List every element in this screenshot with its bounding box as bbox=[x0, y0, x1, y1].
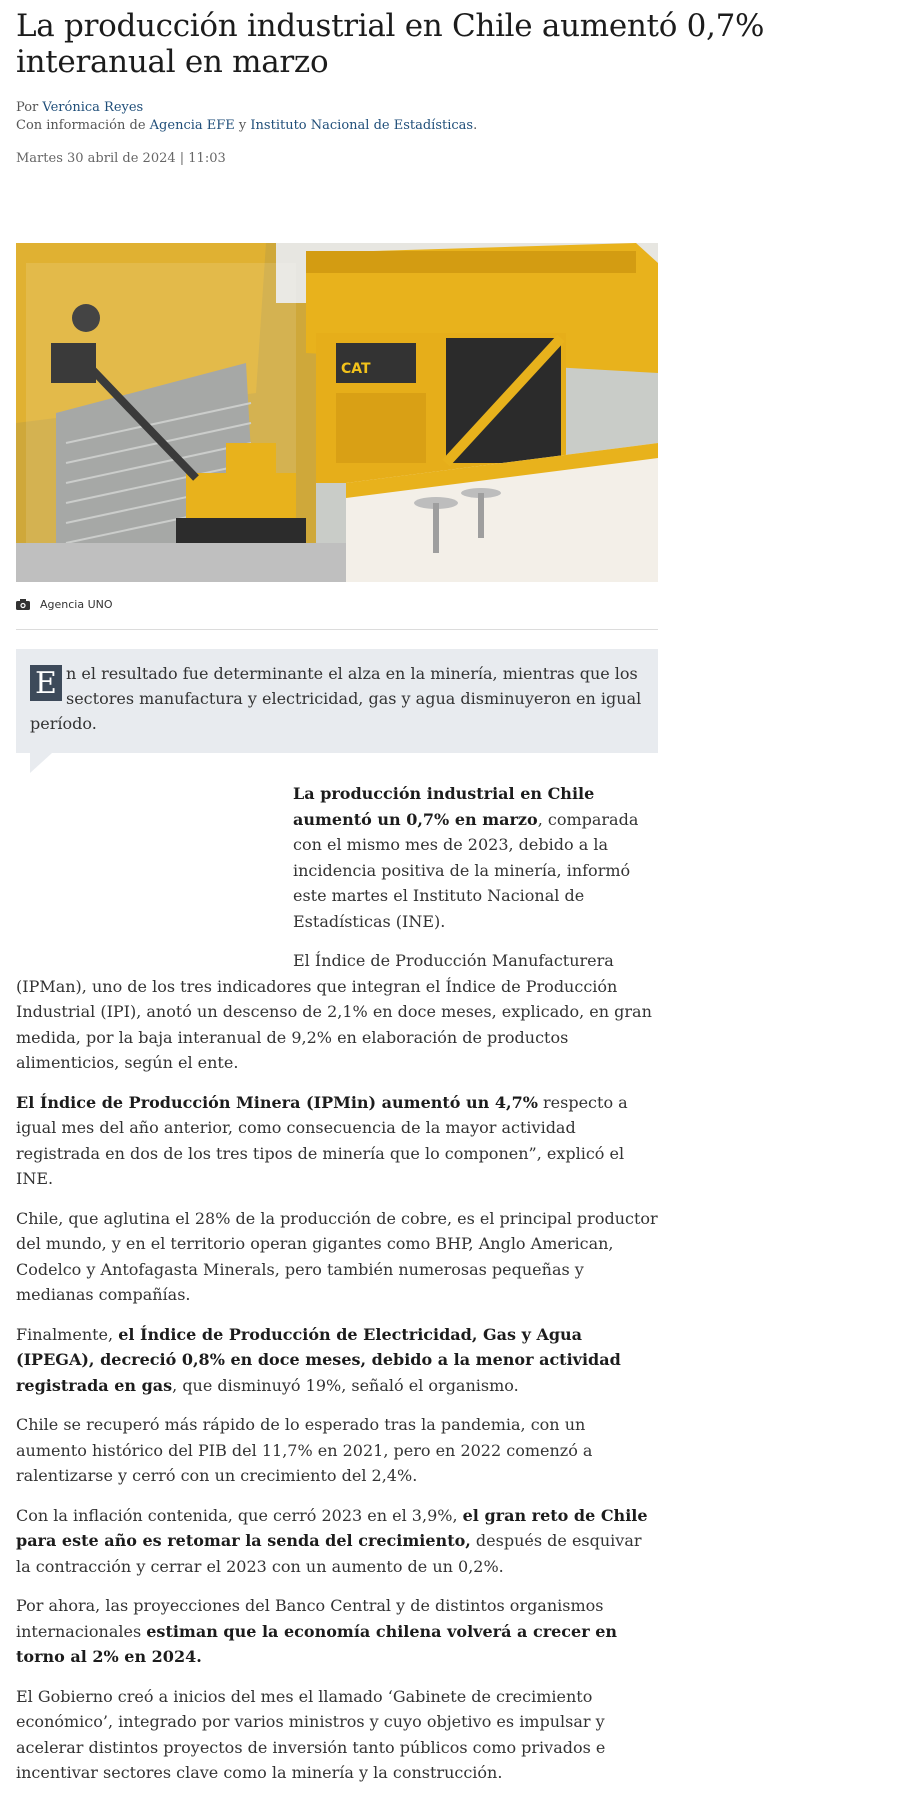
ad-space bbox=[16, 781, 293, 957]
paragraph: Por ahora, las proyecciones del Banco Central y de distintos organismos internacionales estiman que la economía chilena volverá a crecer en torno al 2% en 2024. bbox=[16, 1596, 618, 1666]
paragraph: Chile, que aglutina el 28% de la producción de cobre, es el principal productor del mundo, y en el territorio operan gigantes como BHP, Anglo American, Codelco y Antofagasta Minerals, pero también numerosas pequeñas y medianas compañías. bbox=[16, 1208, 658, 1304]
paragraph: Con la inflación contenida, que cerró 2023 en el 3,9%, el gran reto de Chile para este año es retomar la senda del crecimiento, después de esquivar la contracción y cerrar el 2023 con un aumento de un 0,2%. bbox=[16, 1505, 648, 1576]
sources-joiner: y bbox=[238, 118, 247, 133]
lead-text: n el resultado fue determinante el alza en la minería, mientras que los sectores manufactura y electricidad, gas y agua disminuyeron en igual período. bbox=[30, 664, 642, 733]
paragraph: El Índice de Producción Manufacturera (IPMan), uno de los tres indicadores que integran el Índice de Producción Industrial (IPI), anotó un descenso de 2,1% en doce meses, explicado, en gran medida, por la baja interanual de 9,2% en elaboración de productos alimenticios, según el ente. bbox=[16, 951, 652, 1072]
paragraph: Finalmente, el Índice de Producción de Electricidad, Gas y Agua (IPEGA), decreció 0,8% en doce meses, debido a la menor actividad registrada en gas, que disminuyó 19%, señaló el organismo. bbox=[16, 1324, 621, 1395]
source-link-efe[interactable]: Agencia EFE bbox=[149, 118, 235, 133]
svg-text:CAT: CAT bbox=[341, 361, 371, 377]
article-headline: La producción industrial en Chile aumentó 0,7% interanual en marzo bbox=[16, 8, 765, 80]
author-link[interactable]: Verónica Reyes bbox=[42, 100, 144, 115]
source-link-ine[interactable]: Instituto Nacional de Estadísticas bbox=[250, 118, 474, 133]
drop-cap: E bbox=[30, 665, 62, 701]
paragraph: Chile se recuperó más rápido de lo esperado tras la pandemia, con un aumento histórico del PIB del 11,7% en 2021, pero en 2022 comenzó a ralentizarse y cerró con un crecimiento del 2,4%. bbox=[16, 1415, 593, 1485]
byline-prefix: Por bbox=[16, 100, 39, 115]
photo-credit-text: Agencia UNO bbox=[40, 598, 113, 611]
article-body bbox=[16, 781, 661, 1800]
article-photo[interactable] bbox=[16, 243, 658, 582]
divider bbox=[16, 629, 658, 630]
sources-prefix: Con información de bbox=[16, 118, 146, 133]
lead-tail bbox=[30, 753, 52, 773]
mining-machinery-illustration bbox=[16, 243, 658, 582]
publish-date: Martes 30 abril de 2024 | 11:03 bbox=[16, 151, 226, 166]
byline bbox=[16, 99, 477, 135]
camera-icon bbox=[16, 599, 30, 610]
author-line bbox=[16, 99, 477, 117]
paragraph: El Índice de Producción Minera (IPMin) aumentó un 4,7% respecto a igual mes del año anterior, como consecuencia de la mayor actividad registrada en dos de los tres tipos de minería que lo componen”, explicó el INE. bbox=[16, 1092, 628, 1188]
lead-summary bbox=[16, 649, 658, 753]
photo-credit bbox=[16, 598, 113, 611]
sources-line bbox=[16, 117, 477, 135]
sources-end: . bbox=[473, 118, 478, 133]
paragraph: La producción industrial en Chile aumentó un 0,7% en marzo, comparada con el mismo mes de 2023, debido a la incidencia positiva de la minería, informó este martes el Instituto Nacional de Estadísticas (INE). bbox=[293, 784, 639, 931]
paragraph: El Gobierno creó a inicios del mes el llamado ‘Gabinete de crecimiento económico’, integrado por varios ministros y cuyo objetivo es impulsar y acelerar distintos proyectos de inversión tanto públicos como privados e incentivar sectores clave como la minería y la construcción. bbox=[16, 1686, 606, 1782]
